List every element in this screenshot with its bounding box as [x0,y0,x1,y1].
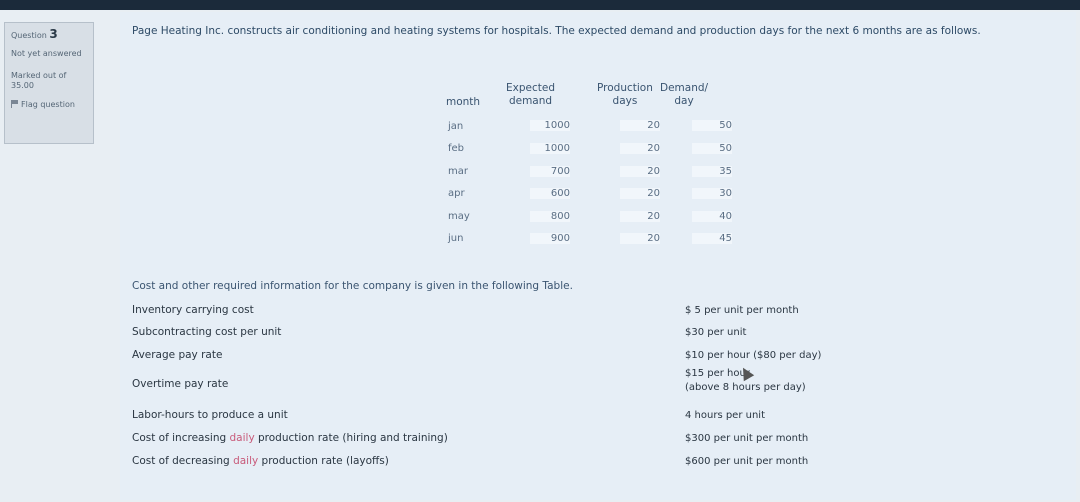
cost-label: Cost of increasing daily production rate (hiring and training) [132,432,448,444]
header-expected-demand: Expected demand [506,82,555,107]
marks-info: Marked out of 35.00 [11,70,67,91]
cost-value: $30 per unit [685,327,747,338]
cost-value: $ 5 per unit per month [685,305,799,316]
cost-value: $10 per hour ($80 per day) [685,350,822,361]
cost-label: Inventory carrying cost [132,304,254,316]
header-demand-per-day: Demand/ day [660,82,709,107]
cost-label: Labor-hours to produce a unit [132,409,288,421]
answer-status: Not yet answered [11,48,82,58]
question-info-panel [4,22,94,144]
question-intro: Page Heating Inc. constructs air conditioning and heating systems for hospitals. The expected demand and production days for the next 6 months are as follows. [132,25,981,37]
cost-value: $300 per unit per month [685,433,809,444]
header-production-days: Production days [597,82,653,107]
cost-label: Subcontracting cost per unit [132,326,282,338]
cost-value: $600 per unit per month [685,456,809,467]
cost-label: Overtime pay rate [132,378,229,390]
flag-icon [11,100,18,108]
header-month: month [446,96,481,108]
cost-label: Average pay rate [132,349,223,361]
cost-label: Cost of decreasing daily production rate (layoffs) [132,455,389,467]
question-content: Page Heating Inc. constructs air conditioning and heating systems for hospitals. The expected demand and production days for the next 6 months are as follows. month Expected demand Production days Demand/ day jan 1000 20 50 feb 1000 20 50 mar 700 20 35 apr 600 20 30 may 800 20 40 jun 900 20 45 Cost and other required information for the company is given in the following Table. Inventory carrying cost $ 5 per unit per month Subcontracting cost per unit $30 per unit Average pay rate $10 per hour ($80 per day) Overtime pay rate $15 per hour (above 8 hours per day) Labor-hours to produce a unit 4 hours per unit Cost of increasing daily production rate (hiring and training) $300 per unit per month Cost of decreasing daily production rate (layoffs) $600 per unit per month [120,12,1076,500]
cost-intro: Cost and other required information for the company is given in the following Table. [132,280,573,292]
cost-value: $15 per hour (above 8 hours per day) [685,368,806,393]
flag-question-link[interactable]: Flag question [11,100,87,110]
cost-value: 4 hours per unit [685,410,765,421]
question-number: Question 3 [11,27,58,41]
top-bar [0,0,1080,10]
